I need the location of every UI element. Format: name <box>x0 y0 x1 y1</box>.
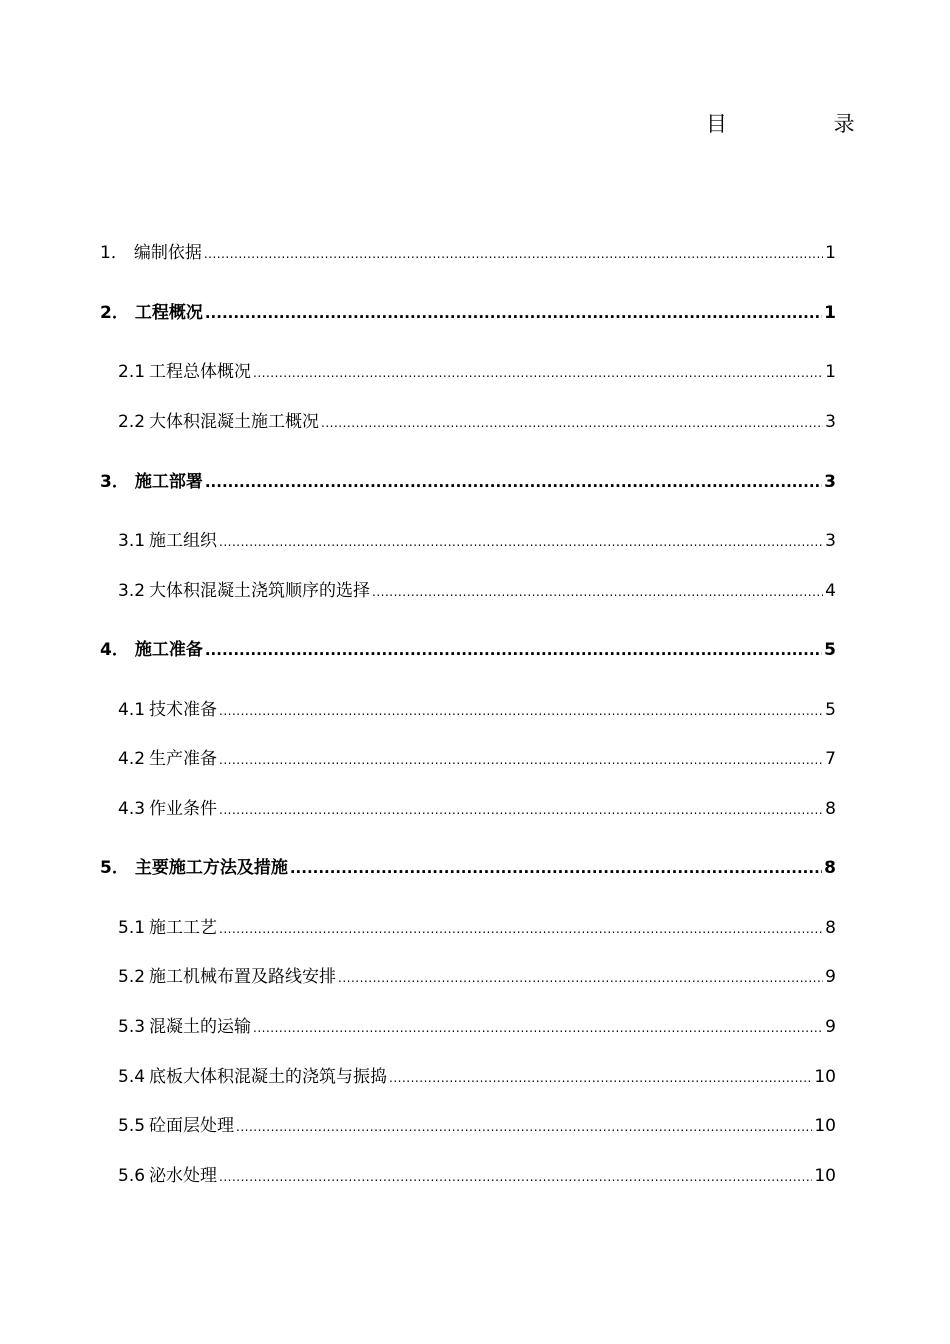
toc-dot-leader <box>253 1016 823 1040</box>
toc-entry[interactable] <box>118 1114 836 1138</box>
toc-entry[interactable] <box>118 410 836 434</box>
toc-entry[interactable] <box>100 241 836 265</box>
toc-entry-title: 生产准备 <box>149 749 218 769</box>
toc-entry-page: 4 <box>825 581 836 601</box>
toc-entry[interactable] <box>118 529 836 553</box>
toc-entry[interactable] <box>100 856 836 880</box>
toc-dot-leader <box>205 301 822 325</box>
toc-dot-leader <box>219 530 823 554</box>
toc-entry[interactable] <box>100 638 836 662</box>
toc-entry-page: 5 <box>825 700 836 720</box>
toc-entry-title: 大体积混凝土浇筑顺序的选择 <box>149 581 371 601</box>
toc-entry-page: 1 <box>825 362 836 382</box>
toc-entry-title: 主要施工方法及措施 <box>134 858 288 878</box>
toc-entry-page: 9 <box>825 1017 836 1037</box>
toc-dot-leader <box>205 638 822 662</box>
toc-entry-title: 施工部署 <box>134 472 203 492</box>
toc-entry-title: 技术准备 <box>149 700 218 720</box>
toc-entry-title: 砼面层处理 <box>149 1116 235 1136</box>
toc-entry[interactable] <box>118 1015 836 1039</box>
toc-dot-leader <box>204 242 823 266</box>
toc-entry-title: 施工准备 <box>134 640 203 660</box>
toc-entry-title: 施工机械布置及路线安排 <box>149 967 337 987</box>
toc-entry-title: 作业条件 <box>149 799 218 819</box>
toc-entry-page: 5 <box>824 640 836 660</box>
toc-entry-title: 底板大体积混凝土的浇筑与振捣 <box>149 1067 388 1087</box>
toc-entry-page: 10 <box>814 1166 836 1186</box>
toc-entry-number: 3． <box>100 472 129 492</box>
toc-dot-leader <box>338 966 823 990</box>
toc-entry-page: 8 <box>824 858 836 878</box>
toc-entry-number: 5.5 <box>118 1116 146 1136</box>
toc-dot-leader <box>236 1115 812 1139</box>
toc-entry-page: 3 <box>825 531 836 551</box>
toc-entry-title: 泌水处理 <box>149 1166 218 1186</box>
toc-entry-title: 大体积混凝土施工概况 <box>149 412 320 432</box>
toc-entry-title: 施工工艺 <box>149 918 218 938</box>
toc-entry-number: 3.1 <box>118 531 146 551</box>
toc-dot-leader <box>219 1165 812 1189</box>
toc-entry[interactable] <box>118 797 836 821</box>
toc-entry[interactable] <box>100 470 836 494</box>
toc-entry-number: 2.1 <box>118 362 146 382</box>
toc-entry[interactable] <box>118 1065 836 1089</box>
toc-entry-number: 5.6 <box>118 1166 146 1186</box>
toc-entry-page: 9 <box>825 967 836 987</box>
toc-entry[interactable] <box>100 301 836 325</box>
toc-entry-title: 施工组织 <box>149 531 218 551</box>
toc-entry-title: 工程概况 <box>134 303 203 323</box>
toc-entry-page: 8 <box>825 918 836 938</box>
toc-title: 目 录 <box>706 112 905 136</box>
toc-entry-number: 2.2 <box>118 412 146 432</box>
toc-entry-title: 编制依据 <box>133 243 202 263</box>
toc-entry[interactable] <box>118 1164 836 1188</box>
toc-entry-page: 8 <box>825 799 836 819</box>
toc-entry[interactable] <box>118 579 836 603</box>
toc-entry[interactable] <box>118 698 836 722</box>
toc-entry-number: 3.2 <box>118 581 146 601</box>
toc-entry-page: 7 <box>825 749 836 769</box>
toc-entry-title: 混凝土的运输 <box>149 1017 252 1037</box>
toc-entry[interactable] <box>118 965 836 989</box>
toc-entry-number: 4.1 <box>118 700 146 720</box>
toc-entry[interactable] <box>118 747 836 771</box>
toc-entry-page: 10 <box>814 1067 836 1087</box>
toc-entry-number: 5.4 <box>118 1067 146 1087</box>
toc-dot-leader <box>372 580 823 604</box>
toc-dot-leader <box>219 748 823 772</box>
toc-entry-number: 4.3 <box>118 799 146 819</box>
toc-entry[interactable] <box>118 360 836 384</box>
toc-entry-page: 3 <box>825 412 836 432</box>
toc-entry[interactable] <box>118 916 836 940</box>
toc-entry-number: 5． <box>100 858 129 878</box>
toc-dot-leader <box>219 798 823 822</box>
toc-entry-number: 4． <box>100 640 129 660</box>
toc-dot-leader <box>219 699 823 723</box>
toc-entry-number: 5.1 <box>118 918 146 938</box>
toc-dot-leader <box>290 856 822 880</box>
toc-entry-number: 4.2 <box>118 749 146 769</box>
toc-dot-leader <box>253 361 823 385</box>
toc-entry-number: 5.2 <box>118 967 146 987</box>
toc-dot-leader <box>219 917 823 941</box>
toc-entry-number: 1． <box>100 243 128 263</box>
toc-entry-page: 10 <box>814 1116 836 1136</box>
toc-dot-leader <box>205 470 822 494</box>
toc-dot-leader <box>389 1066 812 1090</box>
toc-entry-title: 工程总体概况 <box>149 362 252 382</box>
toc-entry-page: 3 <box>824 472 836 492</box>
toc-entry-page: 1 <box>824 303 836 323</box>
toc-dot-leader <box>321 411 823 435</box>
toc-entry-number: 5.3 <box>118 1017 146 1037</box>
toc-entry-page: 1 <box>825 243 836 263</box>
toc-entry-number: 2． <box>100 303 129 323</box>
